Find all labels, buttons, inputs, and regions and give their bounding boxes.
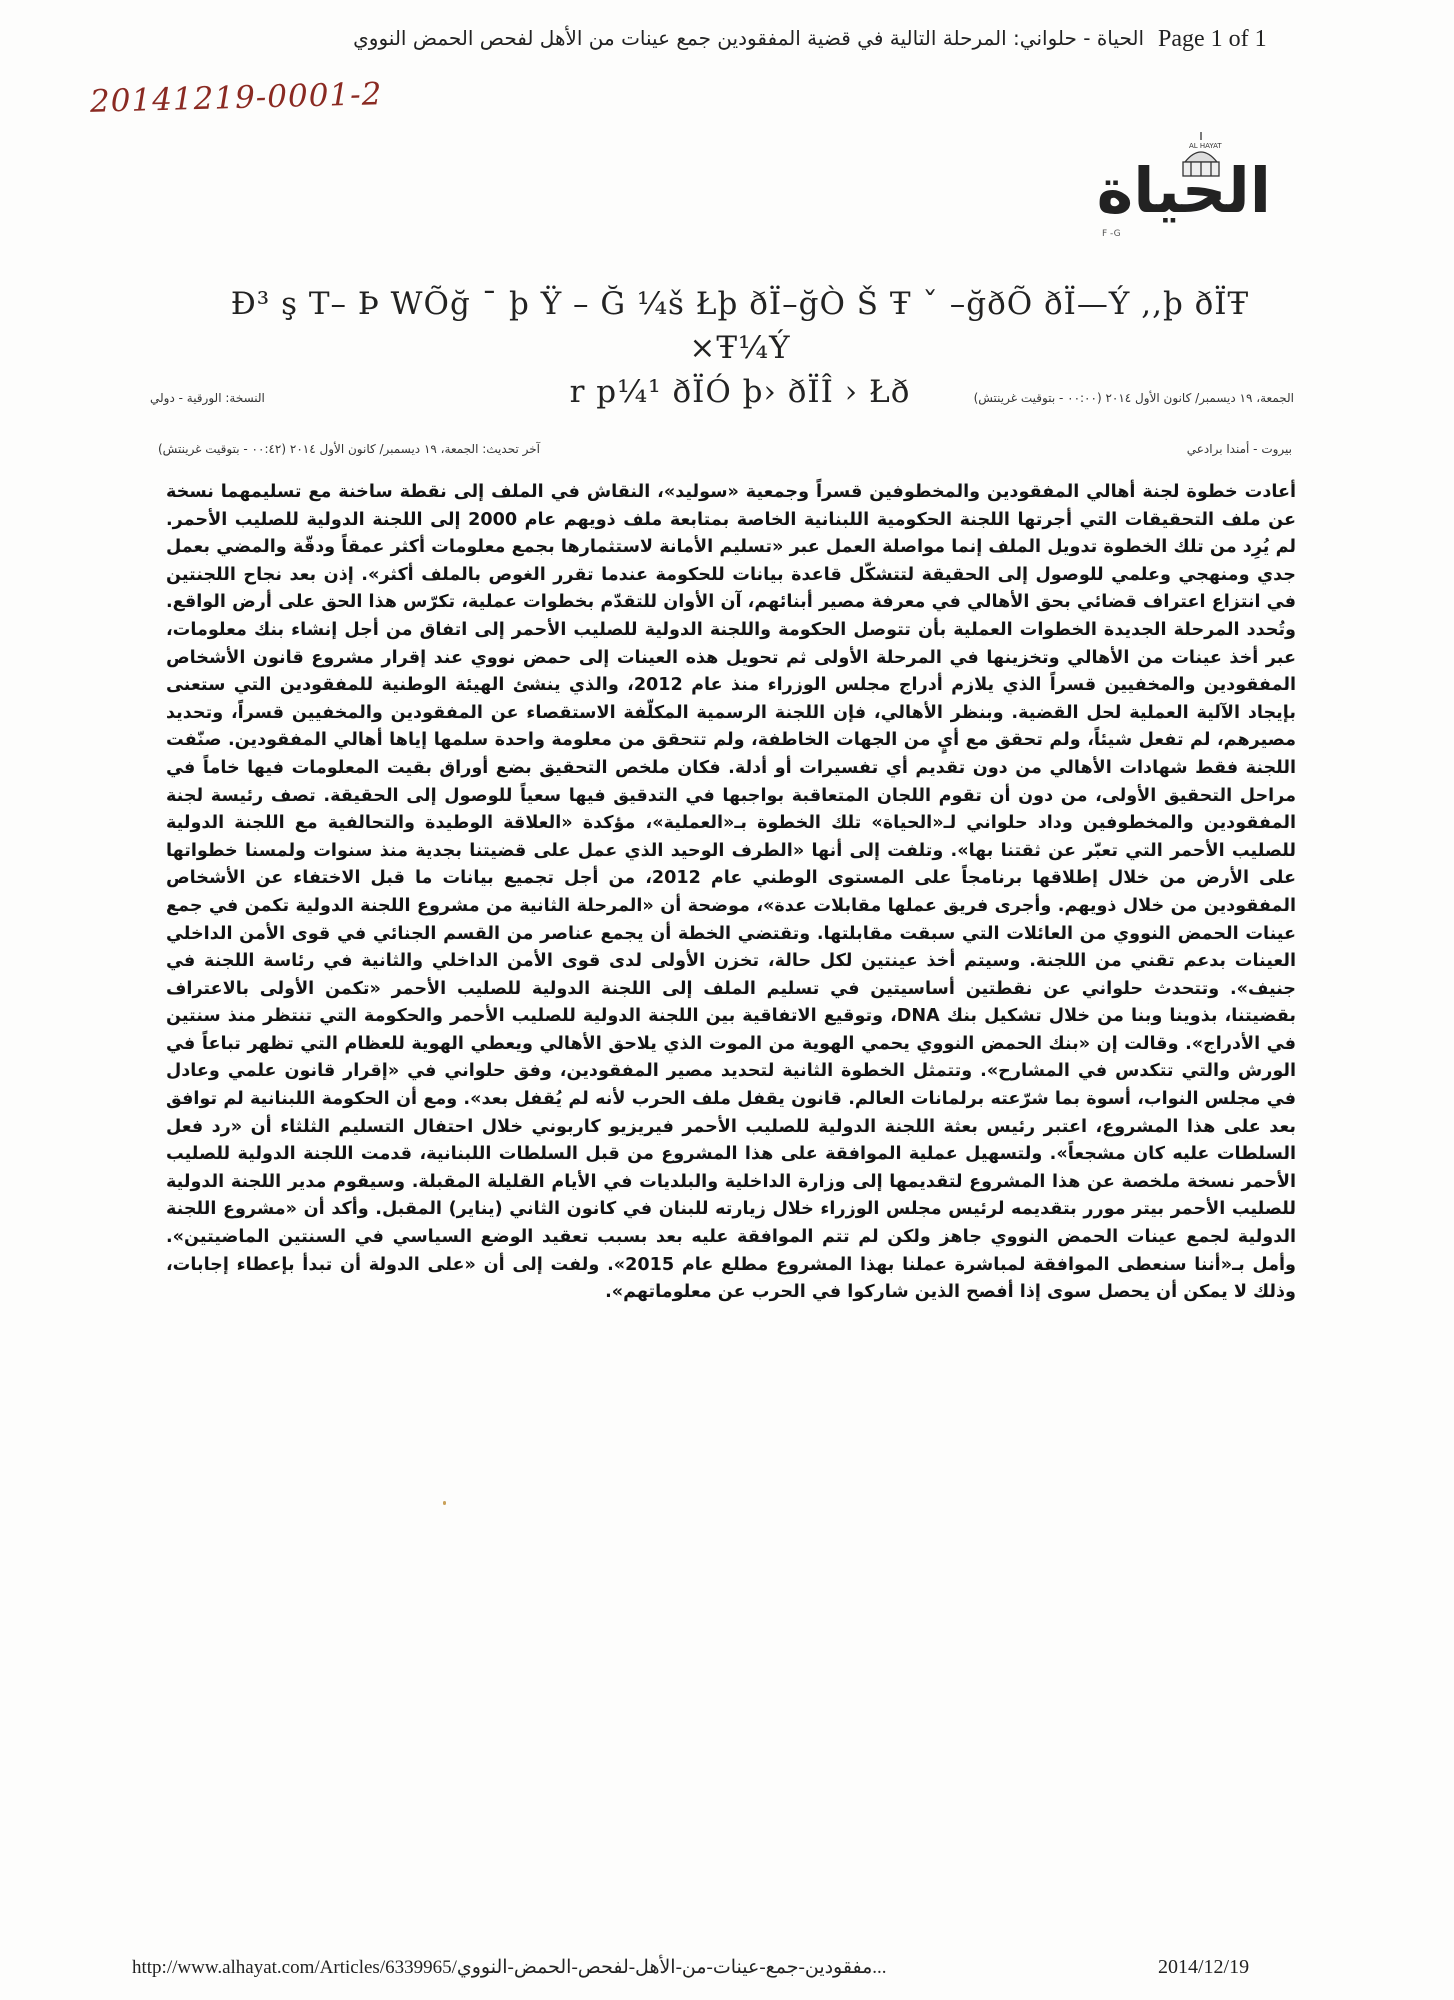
article-paragraph: أعادت خطوة لجنة أهالي المفقودين والمخطوفين قسراً وجمعية «سوليد»، النقاش في الملف إلى نقطة ساخنة مع تسليمهما نسخة عن ملف التحقيقات التي أجرتها اللجنة الحكومية اللبنانية الخاصة بمتابعة ملف ذويهم عام 2000 إلى اللجنة الدولية للصليب الأحمر. لم يُرِد من تلك الخطوة تدويل الملف إنما مواصلة العمل عبر «تسليم الأمانة لاستثمارها بجمع معلومات أكثر عمقاً ودقّة والمضي بعمل جدي ومنهجي وعلمي للوصول إلى الحقيقة لتتشكّل قاعدة بيانات للحكومة عندما تقرر الغوص بالملف أكثر». إذن بعد نجاح اللجنتين في انتزاع اعتراف قضائي بحق الأهالي في معرفة مصير أبنائهم، آن الأوان للتقدّم بخطوات عملية، تكرّس هذا الحق على أرض الواقع. وتُحدد المرحلة الجديدة الخطوات العملية بأن تتوصل الحكومة واللجنة الدولية للصليب الأحمر إلى اتفاق من أجل إنشاء بنك معلومات، عبر أخذ عينات من الأهالي وتخزينها في المرحلة الأولى ثم تحويل هذه العينات إلى حمض نووي عند إقرار مشروع قانون الأشخاص المفقودين والمخفيين قسراً الذي يلازم أدراج مجلس الوزراء منذ عام 2012، والذي ينشئ الهيئة الوطنية للمفقودين التي ستعنى بإيجاد الآلية العملية لحل القضية. وبنظر الأهالي، فإن اللجنة الرسمية المكلّفة الاستقصاء عن المفقودين والمخفيين قسراً، وتحديد مصيرهم، لم تفعل شيئاً، ولم تحقق مع أيٍ من الجهات الخاطفة، ولم تتحقق من معلومة واحدة سلمها إياها أهالي المفقودين. صنّفت اللجنة فقط شهادات الأهالي من دون تقديم أي تفسيرات أو أدلة. فكان ملخص التحقيق بضع أوراق بقيت المعلومات فيها خاماً في مراحل التحقيق الأولى، من دون أن تقوم اللجان المتعاقبة بواجبها في التدقيق فيها سعياً للوصول إلى الحقيقة. تصف رئيسة لجنة المفقودين والمخطوفين وداد حلواني لـ«الحياة» تلك الخطوة بـ«العملية»، مؤكدة «العلاقة الوطيدة والتحالفية مع اللجنة الدولية للصليب الأحمر التي تعبّر عن ثقتنا بها». وتلفت إلى أنها «الطرف الوحيد الذي عمل على قضيتنا بجدية منذ سنوات ولمسنا خطواتها على الأرض من خلال إطلاقها برنامجاً على المستوى الوطني عام 2012، من أجل تجميع بيانات ما قبل الاختفاء عن الأشخاص المفقودين من خلال ذويهم. وأجرى فريق عملها مقابلات عدة»، موضحة أن «المرحلة الثانية من مشروع اللجنة الدولية تكمن في جمع عينات الحمض النووي من العائلات التي سبقت مقابلتها. وتقتضي الخطة أن يجمع عناصر من القسم الجنائي في قوى الأمن الداخلي العينات بدعم تقني من اللجنة. وسيتم أخذ عينتين لكل حالة، تخزن الأولى لدى قوى الأمن الداخلي والثانية في رئاسة اللجنة في جنيف». وتتحدث حلواني عن نقطتين أساسيتين في تسليم الملف إلى اللجنة الدولية للصليب الأحمر «تكمن الأولى بالاعتراف بقضيتنا، بذوينا وبنا من خلال تشكيل بنك DNA، وتوقيع الاتفاقية بين اللجنة الدولية للصليب الأحمر والحكومة التي تنتظر منذ سنتين في الأدراج». وقالت إن «بنك الحمض النووي يحمي الهوية من الموت الذي يلاحق الأهالي ويعطي الهوية للعظام التي تظهر تباعاً في الورش والتي تتكدس في المشارح». وتتمثل الخطوة الثانية لتحديد مصير المفقودين، وفق حلواني في «إقرار قانون علمي وعادل في مجلس النواب، أسوة بما شرّعته برلمانات العالم. قانون يقفل ملف الحرب لأنه لم يُقفل بعد». ومع أن الحكومة اللبنانية لم توافق بعد على هذا المشروع، اعتبر رئيس بعثة اللجنة الدولية للصليب الأحمر فيريزيو كاربوني خلال احتفال التسليم الثلثاء أن «رد فعل السلطات عليه كان مشجعاً». ولتسهيل عملية الموافقة على هذا المشروع من قبل السلطات اللبنانية، قدمت اللجنة الدولية للصليب الأحمر نسخة ملخصة عن هذا المشروع لتقديمها إلى وزارة الداخلية والبلديات في الأيام القليلة المقبلة. وسيقوم مدير اللجنة الدولية للصليب الأحمر بيتر مورر بتقديمه لرئيس مجلس الوزراء خلال زيارته للبنان في كانون الثاني (يناير) المقبل. وأكد أن «مشروع اللجنة الدولية لجمع عينات الحمض النووي جاهز ولكن لم تتم الموافقة عليه بعد بسبب تعقيد الوضع السياسي في السنتين الماضيتين». وأمل بـ«أننا سنعطى الموافقة لمباشرة عملنا بهذا المشروع مطلع عام 2015». ولفت إلى أن «على الدولة أن تبدأ بإعطاء إجابات، وذلك لا يمكن أن يحصل سوى إذا أفصح الذين شاركوا في الحرب عن معلوماتهم». — [166, 482, 1297, 1303]
headline-line-2: r p¼¹ ðÏÓ þ› ðÏÎ › Łð — [569, 374, 911, 410]
article-body — [166, 479, 1296, 1307]
last-updated: آخر تحديث: الجمعة، ١٩ ديسمبر/ كانون الأول ٢٠١٤ (٠٠:٤٢ - بتوقيت غرينتش) — [158, 442, 540, 456]
handwritten-reference-number: 20141219-0001-2 — [89, 76, 383, 120]
edition-label: النسخة: الورقية - دولي — [150, 391, 265, 405]
logo-latin-text: AL HAYAT — [1189, 142, 1222, 150]
page-indicator: Page 1 of 1 — [1158, 26, 1267, 52]
headline-line-1: Ð³ ş T– Þ WÕğ ¯ þ Ÿ – Ğ ¼š Łþ ðÏ–ğÒ Š Ŧ ˇ –ğðÕ ðÏ—Ý ,,þ ðÏŦ ×Ŧ¼Ý — [230, 286, 1250, 366]
author-byline: بيروت - أمندا برادعي — [1186, 442, 1292, 456]
scan-speck — [443, 1501, 446, 1505]
footer-url: http://www.alhayat.com/Articles/6339965/مفقودين-جمع-عينات-من-الأهل-لفحص-الحمض-النووي... — [132, 1957, 887, 1978]
publish-date: الجمعة، ١٩ ديسمبر/ كانون الأول ٢٠١٤ (٠٠:٠٠ - بتوقيت غرينتش) — [973, 391, 1294, 405]
alhayat-logo — [1075, 118, 1305, 236]
footer-date: 2014/12/19 — [1158, 1956, 1250, 1978]
logo-arabic-text: الحياة — [1096, 154, 1271, 227]
svg-text:F -G: F -G — [1102, 229, 1121, 236]
print-header-title: الحياة - حلواني: المرحلة التالية في قضية المفقودين جمع عينات من الأهل لفحص الحمض النووي — [353, 26, 1144, 50]
